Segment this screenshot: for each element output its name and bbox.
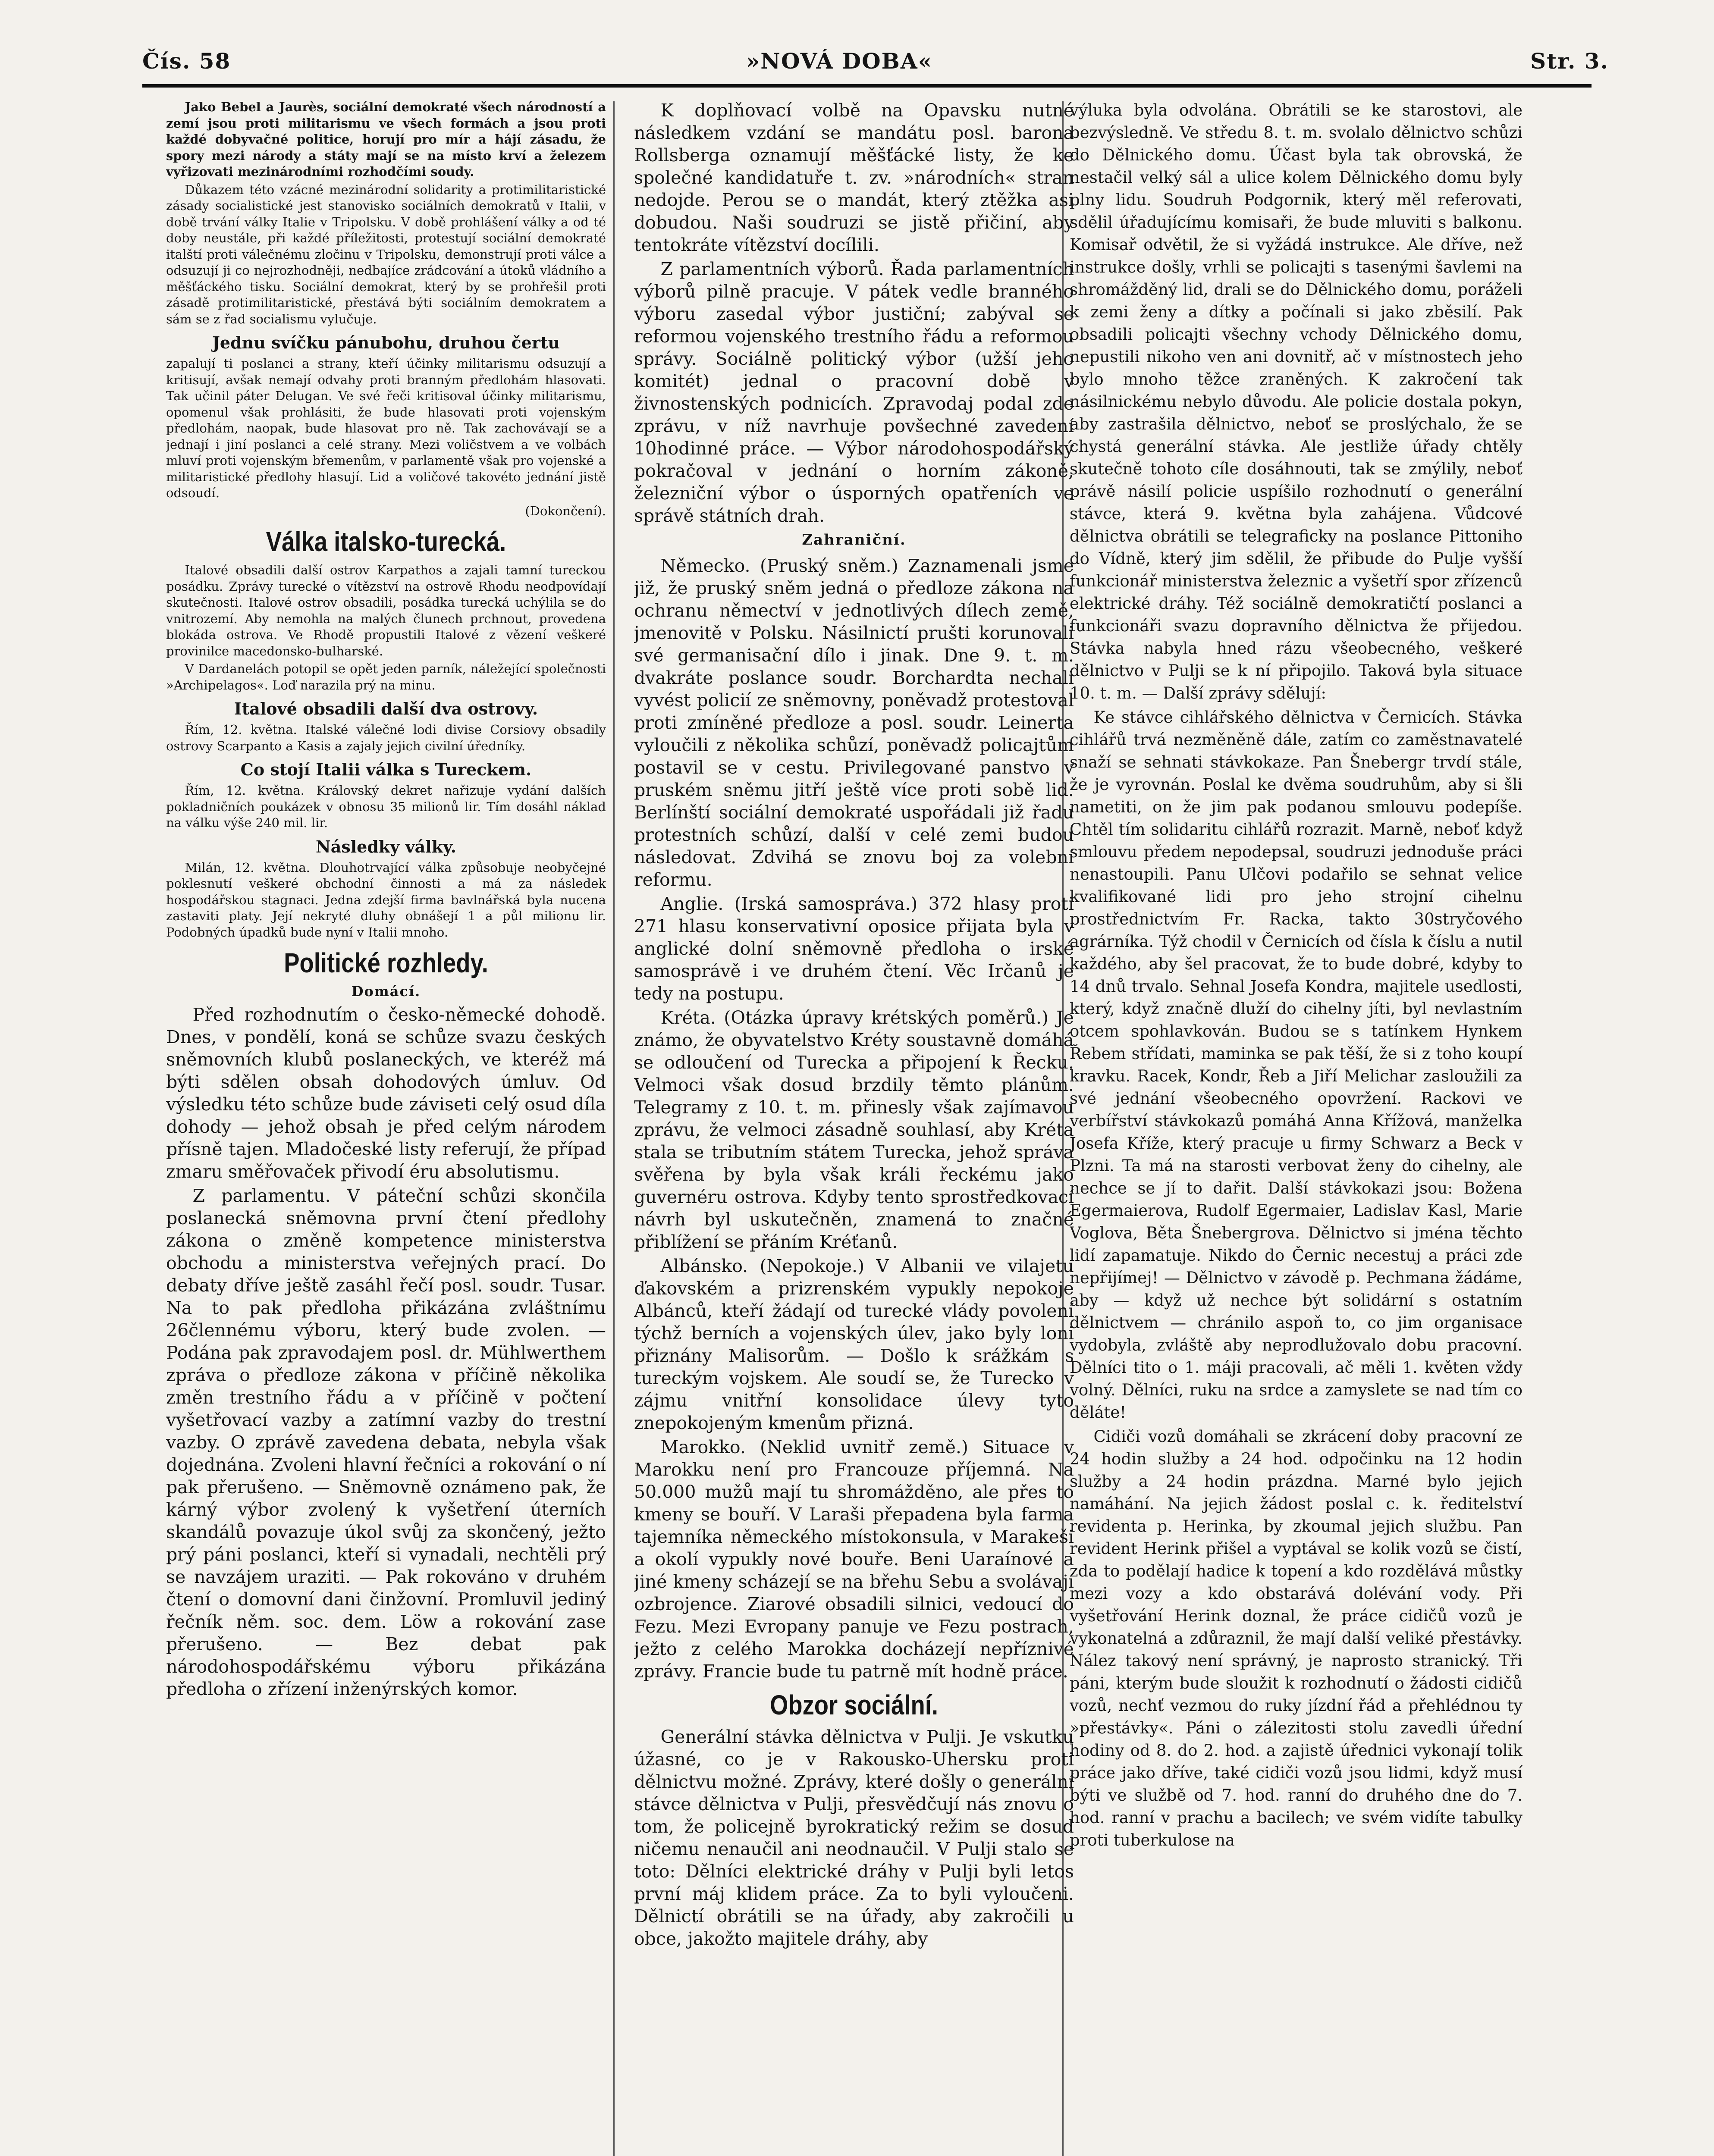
column-middle xyxy=(634,99,1074,2156)
column-divider xyxy=(613,101,615,2156)
header-rule xyxy=(142,84,1592,88)
article-paragraph: Kréta. (Otázka úpravy krétských poměrů.) Je známo, že obyvatelstvo Kréty soustavně domáhá se odloučení od Turecka a připojení k Řecku. Velmoci však dosud brzdily těmto plánům. Telegramy z 10. t. m. přinesly však zajímavou zprávu, že velmoci zásadně souhlasí, aby Kréta stala se tributním státem Turecka, jehož správa svěřena by byla však králi řeckému jako guvernéru ostrova. Kdyby tento sprostředkovací návrh byl uskutečněn, znamená to značné přiblížení se přáním Kréťanů. xyxy=(634,1007,1074,1252)
article-paragraph: Anglie. (Irská samospráva.) 372 hlasy proti 271 hlasu konservativní oposice přijata byla v anglické dolní sněmovně předloha o irské samosprávě i ve druhém čtení. Věc Irčanů je tedy na postupu. xyxy=(634,893,1074,1004)
page-number: Str. 3. xyxy=(1530,48,1609,74)
article-paragraph: Generální stávka dělnictva v Pulji. Je vskutku úžasné, co je v Rakousko-Uhersku proti dělnictvu možné. Zprávy, které došly o generální stávce dělnictva v Pulji, přesvědčují nás znovu o tom, že policejně byrokratický režim se dosud ničemu nenaučil ani neodnaučil. V Pulji stalo se toto: Dělníci elektrické dráhy v Pulji byli letos první máj klidem práce. Za to byli vyloučeni. Dělnictí obrátili se na úřady, aby zakročili u obce, jakožto majitele dráhy, aby xyxy=(634,1727,1074,1949)
article-paragraph: Řím, 12. května. Královský dekret nařizuje vydání dalších pokladničních poukázek v obnosu 35 milionů lir. Tím dosáhl náklad na válku výše 240 mil. lir. xyxy=(166,783,606,830)
section-heading: Co stojí Italii válka s Tureckem. xyxy=(240,760,532,779)
subsection-heading: Zahraniční. xyxy=(802,531,906,548)
article-paragraph: Před rozhodnutím o česko-německé dohodě. Dnes, v pondělí, koná se schůze svazu českých sněmovních klubů poslaneckých, ve kteréž má býti sdělen obsah dohodových úmluv. Od výsledku této schůze bude záviseti celý osud díla dohody — jehož obsah je před celým národem přísně tajen. Mladočeské listy referují, že případ zmaru směřovaček přivodí éru absolutismu. xyxy=(166,1004,606,1182)
article-paragraph: K doplňovací volbě na Opavsku nutné následkem vzdání se mandátu posl. barona Rollsberga oznamují měšťácké listy, že ke společné kandidatuře t. zv. »národních« stran nedojde. Perou se o mandát, který ztěžka asi dobudou. Naši soudruzi se jistě přičiní, aby tentokráte vítězství docílili. xyxy=(634,100,1074,255)
article-paragraph: Milán, 12. května. Dlouhotrvající válka způsobuje neobyčejné poklesnutí veškeré obchodní činnosti a má za následek hospodářskou stagnaci. Jedna zdejší firma bavlnářská byla nucena zastaviti platy. Její nekryté dluhy obnášejí 1 a půl milionu lir. Podobných úpadků bude nyní v Italii mnoho. xyxy=(166,860,606,940)
article-paragraph: Marokko. (Neklid uvnitř země.) Situace v Marokku není pro Francouze příjemná. Na 50.000 mužů mají tu shromážděno, ale přes to kmeny se bouří. V Laraši přepadena byla farma tajemníka německého místokonsula, v Marakeši a okolí vypukly nové bouře. Beni Uaraínové a jiné kmeny scházejí se na břehu Sebu a svolávají ozbrojence. Ziarové obsadili silnici, vedoucí do Fezu. Mezi Evropany panuje ve Fezu postrach, ježto z celého Marokka docházejí nepříznivé zprávy. Francie bude tu patrně mít hodně práce. xyxy=(634,1437,1074,1682)
article-paragraph: Albánsko. (Nepokoje.) V Albanii ve vilajetu ďakovském a prizrenském vypukly nepokoje Albánců, kteří žádají od turecké vlády povolení týchž berních a vojenských úlev, jako byly loni přiznány Malisorům. — Došlo k srážkám s tureckým vojskem. Ale soudí se, že Turecko v zájmu vnitřní konsolidace úlevy tyto znepokojeným kmenům přizná. xyxy=(634,1256,1074,1433)
article-paragraph: Německo. (Pruský sněm.) Zaznamenali jsme již, že pruský sněm jedná o předloze zákona na ochranu němectví v jednotlivých dílech země, jmenovitě v Polsku. Násilnictí prušti korunovali své germanisační dílo i jinak. Dne 9. t. m. dvakráte poslance soudr. Borchardta nechali vyvést policií ze sněmovny, poněvadž protestoval proti zmíněné předloze a posl. soudr. Leinerta vyloučili z několika schůzí, poněvadž policajtům postavil se v cestu. Privilegované panstvo v pruském sněmu jitří ještě více proti sobě lid. Berlínští sociální demokraté uspořádali již řadu protestních schůzí, další v celé zemi budou následovat. Zdvihá se znovu boj za volební reformu. xyxy=(634,555,1074,890)
section-heading: Jednu svíčku pánubohu, druhou čertu xyxy=(212,333,560,352)
article-paragraph: Z parlamentních výborů. Řada parlamentních výborů pilně pracuje. V pátek vedle branného výboru zasedal výbor justiční; zabýval se reformou vojenského trestního řádu a reformou správy. Sociálně politický výbor (užší jeho komitét) jednal o pracovní době v živnostenských podnicích. Zpravodaj podal zde zprávu, v níž navrhuje povšechné zavedení 10hodinné práce. — Výbor národohospodářský pokračoval v jednání o horním zákoně, železniční výbor o úsporných opatřeních ve správě státních drah. xyxy=(634,259,1074,526)
article-paragraph: Řím, 12. května. Italské válečné lodi divise Corsiovy obsadily ostrovy Scarpanto a Kasis a zajaly jejich civilní úředníky. xyxy=(166,722,606,753)
article-paragraph: zapalují ti poslanci a strany, kteří účinky militarismu odsuzují a kritisují, avšak nemají odvahy proti branným předlohám hlasovati. Tak učinil páter Delugan. Ve své řeči kritisoval účinky militarismu, opomenul však prohlásiti, že bude hlasovati proti vojenským předlohám, naopak, bude hlasovat pro ně. Tak zachovávají se a jednají i jiní poslanci a celé strany. Mezi voličstvem a ve volbách mluví proti vojenským břemenům, v parlamentě však pro vojenské a militaristické předlohy hlasují. Lid a voličové takovéto jednání jistě odsoudí. xyxy=(166,356,606,500)
issue-number: Čís. 58 xyxy=(142,48,231,74)
section-title: Obzor sociální. xyxy=(770,1689,938,1720)
article-paragraph: Cidiči vozů domáhali se zkrácení doby pracovní ze 24 hodin služby a 24 hod. odpočinku na 12 hodin služby a 24 hodin prázdna. Marné bylo jejich namáhání. Na jejich žádost poslal c. k. ředitelství revidenta p. Herinka, by zkoumal jejich službu. Pan revident Herink přišel a vyptával se kolik vozů se čistí, zda to podělají hadice k topení a kdo rozdělává můstky mezi vozy a kdo obstarává dolévání vody. Při vyšetřování Herink doznal, že práce cidičů vozů je vykonatelná a zdůraznil, že mají další veliké přestávky. Nález takový není správný, je naprosto stranický. Tři páni, kterým bude sloužit k rozhodnutí o žádosti cidičů vozů, nechť vezmou do ruky jízdní řád a přehlédnou ty »přestávky«. Páni o zálezitosti stolu zavedli úřední hodiny od 8. do 2. hod. a zajistě úřednici vykonají tolik práce jako dříve, také cidiči vozů jsou lidmi, když musí býti ve službě od 7. hod. ranní do druhého dne do 7. hod. ranní v prachu a bacilech; ve svém vidíte tabulky proti tuberkulose na xyxy=(1070,1427,1523,1849)
section-title: Válka italsko-turecká. xyxy=(266,526,506,557)
section-title: Politické rozhledy. xyxy=(284,947,488,978)
article-paragraph: Z parlamentu. V páteční schůzi skončila poslanecká sněmovna první čtení předlohy zákona o změně kompetence ministerstva obchodu a ministerstva veřejných prací. Do debaty dříve ještě zasáhl řečí posl. soudr. Tusar. Na to pak předloha přikázána zvláštnímu 26člennému výboru, který bude zvolen. — Podána pak zpravodajem posl. dr. Mühlwerthem zpráva o předloze zákona v příčině několika změn trestního řádu a v příčině v počtení vyšetřovací vazby a zatímní vazby do trestní vazby. O zprávě zavedena debata, nebyla však dojednána. Zvoleni hlavní řečníci a rokování o ní pak přerušeno. — Sněmovně oznámeno pak, že kárný výbor zvolený k vyšetření úterních skandálů povazuje úkol svůj za skončený, ježto prý páni poslanci, kteří si vynadali, nechtěli prý se navzájem uraziti. — Pak rokováno v druhém čtení o domovní dani činžovní. Promluvil jediný řečník něm. soc. dem. Löw a rokování zase přerušeno. — Bez debat pak národohospodářskému výboru přikázána předloha o zřízení inženýrských komor. xyxy=(166,1185,606,1699)
subsection-heading: Domácí. xyxy=(351,983,421,1000)
article-paragraph: výluka byla odvolána. Obrátili se ke starostovi, ale bezvýsledně. Ve středu 8. t. m. svolalo dělnictvo schůzi do Dělnického domu. Účast byla tak obrovská, že nestačil velký sál a ulice kolem Dělnického domu byly plny lidu. Soudruh Podgornik, který měl referovati, sdělil úřadujícímu komisaři, že bude mluviti s balkonu. Komisař odvětil, že si vyžádá instrukce. Ale dříve, než instrukce došly, vrhli se policajti s tasenými šavlemi na shromážděný lid, drali se do Dělnického domu, poráželi k zemi ženy a dítky a počínali si jako zběsilí. Pak obsadili policajti všechny vchody Dělnického domu, nepustili nikoho ven ani dovnitř, ač v místnostech jeho bylo mnoho těžce zraněných. K zakročení tak násilnickému nebylo důvodu. Ale policie dostala pokyn, aby zastrašila dělnictvo, neboť se proslýchalo, že se chystá generální stávka. Ale jestliže úřady chtěly skutečně tohoto cíle dosáhnouti, tak se zmýlily, neboť právě násilí policie uspíšilo rozhodnutí o generální stávce, která 9. května byla zahájena. Vůdcové dělnictva obrátili se telegraficky na poslance Pittoniho do Vídně, který jim sdělil, že přibude do Pulje vyšší funkcionář ministerstva železnic a vyšetří spor zřízenců elektrické dráhy. Též sociálně demokratičtí poslanci a funkcionáři svazu dopravního dělnictva že přijedou. Stávka nabyla hned rázu všeobecného, veškeré dělnictvo v Pulji se k ní připojilo. Taková byla situace 10. t. m. — Další zprávy sdělují: xyxy=(1070,101,1523,702)
article-paragraph: V Dardanelách potopil se opět jeden parník, náležející společnosti »Archipelagos«. Loď narazila prý na minu. xyxy=(166,661,606,693)
intro-bold-paragraph: Jako Bebel a Jaurès, sociální demokraté všech národností a zemí jsou proti militarismu ve všech formách a jsou proti každé dobyvačné politice, horují pro mír a hájí zásadu, že spory mezi národy a státy mají se na místo krví a železem vyřizovati mezinárodními rozhodčími soudy. xyxy=(166,100,606,179)
section-heading: Italové obsadili další dva ostrovy. xyxy=(234,699,538,718)
article-paragraph: Ke stávce cihlářského dělnictva v Černicích. Stávka cihlářů trvá nezměněně dále, zatím co zaměstnavatelé snaží se sehnati stávkokaze. Pan Šnebergr trvdí stále, že je vyrovnán. Poslal ke dvěma soudruhům, aby si šli nametiti, on že jim pak podanou smlouvu podepíše. Chtěl tím solidaritu cihlářů rozrazit. Marně, neboť když smlouvu předem nepodepsal, soudruzi jednoduše práci nenastoupili. Panu Ulčovi podařilo se sehnat velice kvalifikované lidi pro jeho strojní cihelnu prostřednictvím Fr. Racka, takto 30stryčového agrárníka. Týž chodil v Černicích od čísla k číslu a nutil každého, aby šel pracovat, že to bude dobré, kdyby to 14 dnů trvalo. Sehnal Josefa Kondra, majitele usedlosti, který, když značně dluží do cihelny jíti, byl nevlastním otcem spohlavkován. Budou se s tatínkem Hynkem Řebem střídati, maminka se pak těší, že si z toho koupí kravku. Racek, Kondr, Řeb a Jiří Melichar zasloužili za své jednání všeobecného opovržení. Rackovi ve verbířství stávkokazů pomáhá Anna Křížová, manželka Josefa Kříže, který pracuje u firmy Schwarz a Beck v Plzni. Ta má na starosti verbovat ženy do cihelny, ale nechce se jí to dařit. Další stávkokazi jsou: Božena Egermaierova, Rudolf Egermaier, Ladislav Kasl, Marie Voglova, Běta Šnebergrova. Dělnictvo si jména těchto lidí zapamatuje. Nikdo do Černic necestuj a práci zde nepřijímej! — Dělnictvo v závodě p. Pechmana žádáme, aby — když už nechce být solidární s ostatním dělnictvem — chránilo aspoň to, co jim organisace vydobyla, zvláště aby neprodlužovalo dobu pracovní. Dělníci tito o 1. máji pracovali, ač měli 1. květen vždy volný. Dělníci, ruku na srdce a zamyslete se nad tím co děláte! xyxy=(1070,708,1523,1422)
continued-note: (Dokončení). xyxy=(525,503,606,518)
newspaper-title: »NOVÁ DOBA« xyxy=(746,48,932,74)
article-paragraph: Italové obsadili další ostrov Karpathos a zajali tamní tureckou posádku. Zprávy turecké o vítězství na ostrově Rhodu neodpovídají skutečnosti. Italové ostrov obsadili, posádka turecká uchýlila se do vnitrozemí. Aby nemohla na malých člunech prchnout, provedena blokáda ostrova. Ve Rhodě propustili Italové z vězení veškeré provinilce macedonsko-bulharské. xyxy=(166,563,606,658)
article-paragraph: Důkazem této vzácné mezinárodní solidarity a protimilitaristické zásady socialistické jest stanovisko sociálních demokratů v Italii, v době trvání války Italie v Tripolsku. V době prohlášení války a od té doby neustále, při každé příležitosti, protestují sociální demokraté italští proti válečnému zločinu v Tripolsku, demonstrují proti válce a odsuzují ji co nejrozhodněji, nedbajíce zrádcování a útoků vládního a měšťáckého tisku. Sociální demokrat, který by se prohřešil proti zásadě protimilitaristické, přestává býti sociálním demokratem a sám se z řad socialismu vylučuje. xyxy=(166,182,606,326)
section-heading: Následky války. xyxy=(316,837,456,856)
column-left xyxy=(166,99,606,2156)
page-header xyxy=(142,48,1609,83)
column-right xyxy=(1070,99,1523,2156)
